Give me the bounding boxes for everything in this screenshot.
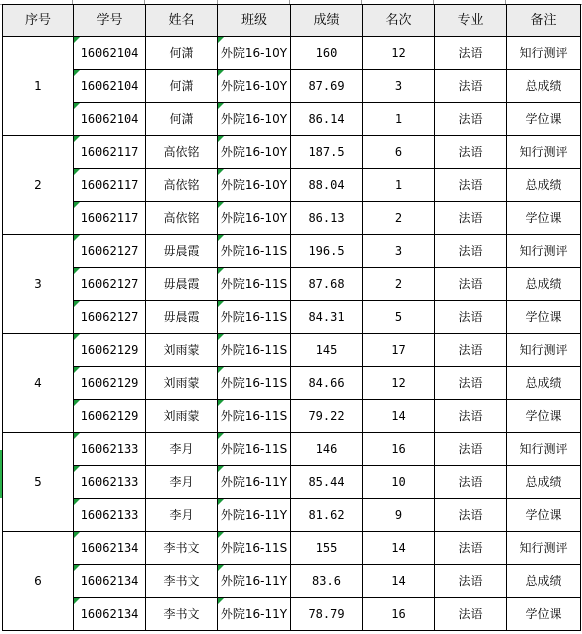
- header-name[interactable]: 姓名: [146, 5, 218, 37]
- cell-score[interactable]: 84.66: [291, 367, 363, 400]
- cell-name[interactable]: 毋晨霞: [146, 301, 218, 334]
- cell-rank[interactable]: 2: [363, 268, 435, 301]
- cell-seq[interactable]: 6: [3, 532, 74, 631]
- cell-note[interactable]: 学位课: [507, 400, 581, 433]
- cell-class[interactable]: 外院16-11S: [218, 235, 291, 268]
- cell-note[interactable]: 总成绩: [507, 268, 581, 301]
- cell-name[interactable]: 何潇: [146, 37, 218, 70]
- cell-class[interactable]: 外院16-11Y: [218, 499, 291, 532]
- cell-student-id[interactable]: 16062129: [74, 367, 146, 400]
- cell-class[interactable]: 外院16-10Y: [218, 103, 291, 136]
- cell-class[interactable]: 外院16-10Y: [218, 136, 291, 169]
- cell-rank[interactable]: 5: [363, 301, 435, 334]
- cell-major[interactable]: 法语: [435, 532, 507, 565]
- cell-name[interactable]: 李书文: [146, 532, 218, 565]
- cell-major[interactable]: 法语: [435, 70, 507, 103]
- cell-class[interactable]: 外院16-10Y: [218, 202, 291, 235]
- cell-student-id[interactable]: 16062133: [74, 433, 146, 466]
- cell-score[interactable]: 146: [291, 433, 363, 466]
- cell-name[interactable]: 刘雨蒙: [146, 334, 218, 367]
- table-row: [3, 532, 581, 565]
- table-row: [3, 499, 581, 532]
- cell-major[interactable]: 法语: [435, 169, 507, 202]
- table-row: [3, 400, 581, 433]
- table-body: [3, 37, 581, 631]
- cell-rank[interactable]: 14: [363, 565, 435, 598]
- cell-note[interactable]: 学位课: [507, 103, 581, 136]
- cell-score[interactable]: 196.5: [291, 235, 363, 268]
- table-row: [3, 136, 581, 169]
- cell-class[interactable]: 外院16-11S: [218, 367, 291, 400]
- cell-rank[interactable]: 17: [363, 334, 435, 367]
- cell-major[interactable]: 法语: [435, 301, 507, 334]
- cell-student-id[interactable]: 16062104: [74, 37, 146, 70]
- cell-score[interactable]: 87.69: [291, 70, 363, 103]
- cell-student-id[interactable]: 16062129: [74, 334, 146, 367]
- cell-name[interactable]: 毋晨霞: [146, 235, 218, 268]
- cell-class[interactable]: 外院16-11S: [218, 400, 291, 433]
- cell-rank[interactable]: 2: [363, 202, 435, 235]
- cell-name[interactable]: 刘雨蒙: [146, 367, 218, 400]
- table-row: [3, 169, 581, 202]
- score-table: [2, 4, 581, 631]
- cell-note[interactable]: 总成绩: [507, 367, 581, 400]
- cell-name[interactable]: 李月: [146, 499, 218, 532]
- cell-note[interactable]: 知行测评: [507, 532, 581, 565]
- cell-major[interactable]: 法语: [435, 136, 507, 169]
- cell-major[interactable]: 法语: [435, 202, 507, 235]
- cell-major[interactable]: 法语: [435, 400, 507, 433]
- cell-major[interactable]: 法语: [435, 466, 507, 499]
- cell-rank[interactable]: 12: [363, 37, 435, 70]
- cell-major[interactable]: 法语: [435, 367, 507, 400]
- cell-name[interactable]: 李书文: [146, 565, 218, 598]
- cell-major[interactable]: 法语: [435, 565, 507, 598]
- cell-name[interactable]: 何潇: [146, 70, 218, 103]
- cell-name[interactable]: 李月: [146, 433, 218, 466]
- cell-seq[interactable]: 1: [3, 37, 74, 136]
- cell-rank[interactable]: 3: [363, 70, 435, 103]
- cell-rank[interactable]: 1: [363, 103, 435, 136]
- cell-class[interactable]: 外院16-11S: [218, 433, 291, 466]
- cell-major[interactable]: 法语: [435, 499, 507, 532]
- cell-note[interactable]: 知行测评: [507, 37, 581, 70]
- cell-student-id[interactable]: 16062117: [74, 169, 146, 202]
- cell-score[interactable]: 83.6: [291, 565, 363, 598]
- table-row: [3, 367, 581, 400]
- table-row: [3, 70, 581, 103]
- cell-score[interactable]: 160: [291, 37, 363, 70]
- cell-class[interactable]: 外院16-11Y: [218, 466, 291, 499]
- header-seq[interactable]: 序号: [3, 5, 74, 37]
- cell-student-id[interactable]: 16062134: [74, 598, 146, 631]
- header-rank[interactable]: 名次: [363, 5, 435, 37]
- table-row: [3, 268, 581, 301]
- cell-note[interactable]: 学位课: [507, 202, 581, 235]
- cell-note[interactable]: 总成绩: [507, 466, 581, 499]
- header-row: [3, 5, 581, 37]
- cell-note[interactable]: 知行测评: [507, 433, 581, 466]
- table-row: [3, 598, 581, 631]
- table-row: [3, 334, 581, 367]
- table-row: [3, 301, 581, 334]
- cell-note[interactable]: 总成绩: [507, 70, 581, 103]
- cell-student-id[interactable]: 16062133: [74, 499, 146, 532]
- cell-seq[interactable]: 3: [3, 235, 74, 334]
- cell-student-id[interactable]: 16062134: [74, 532, 146, 565]
- cell-name[interactable]: 高依铭: [146, 202, 218, 235]
- cell-class[interactable]: 外院16-11S: [218, 334, 291, 367]
- cell-seq[interactable]: 2: [3, 136, 74, 235]
- cell-note[interactable]: 学位课: [507, 499, 581, 532]
- cell-note[interactable]: 知行测评: [507, 334, 581, 367]
- cell-score[interactable]: 145: [291, 334, 363, 367]
- header-student-id[interactable]: 学号: [74, 5, 146, 37]
- cell-rank[interactable]: 9: [363, 499, 435, 532]
- cell-class[interactable]: 外院16-10Y: [218, 37, 291, 70]
- cell-major[interactable]: 法语: [435, 334, 507, 367]
- cell-major[interactable]: 法语: [435, 598, 507, 631]
- cell-student-id[interactable]: 16062134: [74, 565, 146, 598]
- cell-note[interactable]: 学位课: [507, 301, 581, 334]
- cell-score[interactable]: 87.68: [291, 268, 363, 301]
- cell-score[interactable]: 84.31: [291, 301, 363, 334]
- cell-rank[interactable]: 6: [363, 136, 435, 169]
- cell-student-id[interactable]: 16062104: [74, 103, 146, 136]
- cell-note[interactable]: 总成绩: [507, 565, 581, 598]
- cell-rank[interactable]: 1: [363, 169, 435, 202]
- cell-score[interactable]: 79.22: [291, 400, 363, 433]
- cell-note[interactable]: 学位课: [507, 598, 581, 631]
- cell-class[interactable]: 外院16-11Y: [218, 598, 291, 631]
- cell-class[interactable]: 外院16-10Y: [218, 169, 291, 202]
- cell-student-id[interactable]: 16062127: [74, 268, 146, 301]
- cell-rank[interactable]: 14: [363, 532, 435, 565]
- cell-score[interactable]: 187.5: [291, 136, 363, 169]
- cell-score[interactable]: 86.14: [291, 103, 363, 136]
- cell-student-id[interactable]: 16062127: [74, 301, 146, 334]
- header-score[interactable]: 成绩: [291, 5, 363, 37]
- cell-rank[interactable]: 10: [363, 466, 435, 499]
- cell-class[interactable]: 外院16-11Y: [218, 565, 291, 598]
- cell-seq[interactable]: 5: [3, 433, 74, 532]
- table-row: [3, 103, 581, 136]
- cell-score[interactable]: 155: [291, 532, 363, 565]
- cell-student-id[interactable]: 16062104: [74, 70, 146, 103]
- header-note[interactable]: 备注: [507, 5, 581, 37]
- cell-name[interactable]: 毋晨霞: [146, 268, 218, 301]
- cell-note[interactable]: 知行测评: [507, 136, 581, 169]
- cell-major[interactable]: 法语: [435, 37, 507, 70]
- header-major[interactable]: 专业: [435, 5, 507, 37]
- table-row: [3, 466, 581, 499]
- cell-score[interactable]: 88.04: [291, 169, 363, 202]
- cell-student-id[interactable]: 16062117: [74, 136, 146, 169]
- cell-note[interactable]: 总成绩: [507, 169, 581, 202]
- cell-student-id[interactable]: 16062117: [74, 202, 146, 235]
- cell-student-id[interactable]: 16062133: [74, 466, 146, 499]
- cell-score[interactable]: 78.79: [291, 598, 363, 631]
- cell-major[interactable]: 法语: [435, 268, 507, 301]
- cell-student-id[interactable]: 16062129: [74, 400, 146, 433]
- cell-class[interactable]: 外院16-11S: [218, 532, 291, 565]
- cell-score[interactable]: 81.62: [291, 499, 363, 532]
- cell-name[interactable]: 刘雨蒙: [146, 400, 218, 433]
- cell-rank[interactable]: 16: [363, 598, 435, 631]
- cell-note[interactable]: 知行测评: [507, 235, 581, 268]
- table-row: [3, 202, 581, 235]
- cell-class[interactable]: 外院16-11S: [218, 301, 291, 334]
- cell-name[interactable]: 何潇: [146, 103, 218, 136]
- table-row: [3, 37, 581, 70]
- cell-major[interactable]: 法语: [435, 235, 507, 268]
- cell-name[interactable]: 高依铭: [146, 169, 218, 202]
- table-row: [3, 565, 581, 598]
- cell-rank[interactable]: 14: [363, 400, 435, 433]
- cell-major[interactable]: 法语: [435, 433, 507, 466]
- cell-student-id[interactable]: 16062127: [74, 235, 146, 268]
- cell-class[interactable]: 外院16-10Y: [218, 70, 291, 103]
- cell-score[interactable]: 86.13: [291, 202, 363, 235]
- cell-name[interactable]: 李书文: [146, 598, 218, 631]
- cell-rank[interactable]: 12: [363, 367, 435, 400]
- table-row: [3, 433, 581, 466]
- cell-class[interactable]: 外院16-11S: [218, 268, 291, 301]
- cell-seq[interactable]: 4: [3, 334, 74, 433]
- cell-name[interactable]: 李月: [146, 466, 218, 499]
- cell-score[interactable]: 85.44: [291, 466, 363, 499]
- cell-name[interactable]: 高依铭: [146, 136, 218, 169]
- table-row: [3, 235, 581, 268]
- cell-rank[interactable]: 16: [363, 433, 435, 466]
- cell-major[interactable]: 法语: [435, 103, 507, 136]
- header-class[interactable]: 班级: [218, 5, 291, 37]
- cell-rank[interactable]: 3: [363, 235, 435, 268]
